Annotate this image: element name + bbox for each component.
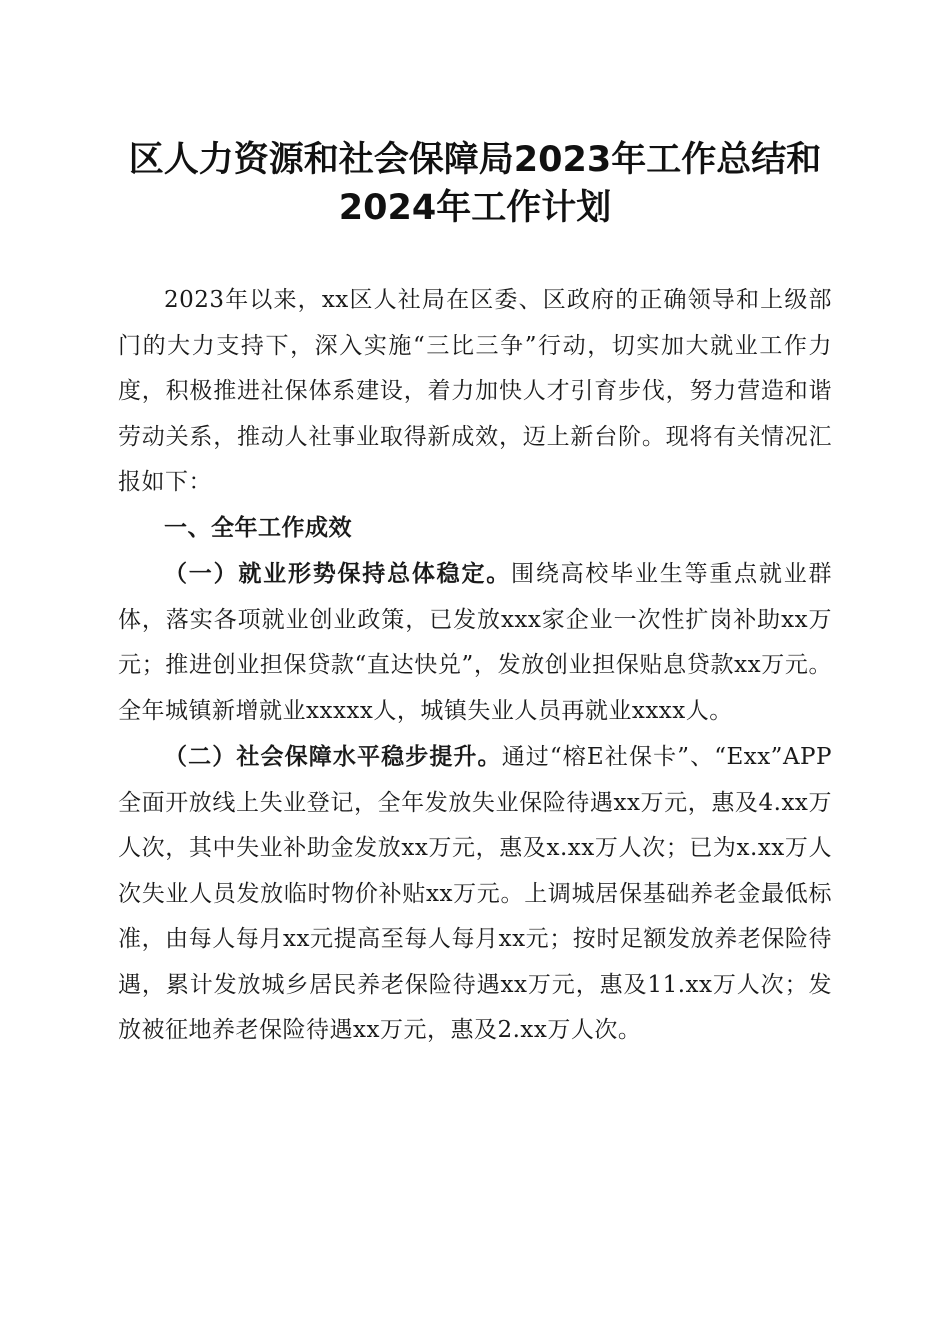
item-2-text: 通过“榕E社保卡”、“Exx”APP全面开放线上失业登记，全年发放失业保险待遇xx万元，惠及4.xx万人次，其中失业补助金发放xx万元，惠及x.xx万人次；已为x.xx万人次失业人员发放临时物价补贴xx万元。上调城居保基础养老金最低标准，由每人每月xx元提高至每人每月xx元；按时足额发放养老保险待遇，累计发放城乡居民养老保险待遇xx万元，惠及11.xx万人次；发放被征地养老保险待遇xx万元，惠及2.xx万人次。: [118, 744, 833, 1043]
document-title-line-1: 区人力资源和社会保障局2023年工作总结和: [128, 140, 822, 180]
document-title-line-2: 2024年工作计划: [338, 188, 612, 228]
document-body: [118, 278, 832, 1054]
section-item-2: [118, 734, 832, 1054]
section-item-1: [118, 551, 832, 734]
item-1-text: 围绕高校毕业生等重点就业群体，落实各项就业创业政策，已发放xxx家企业一次性扩岗补助xx万元；推进创业担保贷款“直达快兑”，发放创业担保贴息贷款xx万元。全年城镇新增就业xxxxx人，城镇失业人员再就业xxxx人。: [118, 561, 833, 724]
item-2-label: （二）社会保障水平稳步提升。: [164, 743, 502, 770]
intro-paragraph: 2023年以来，xx区人社局在区委、区政府的正确领导和上级部门的大力支持下，深入实施“三比三争”行动，切实加大就业工作力度，积极推进社保体系建设，着力加快人才引育步伐，努力营造和谐劳动关系，推动人社事业取得新成效，迈上新台阶。现将有关情况汇报如下：: [118, 287, 832, 495]
item-1-label: （一）就业形势保持总体稳定。: [164, 560, 512, 587]
section-heading: 一、全年工作成效: [164, 514, 352, 541]
